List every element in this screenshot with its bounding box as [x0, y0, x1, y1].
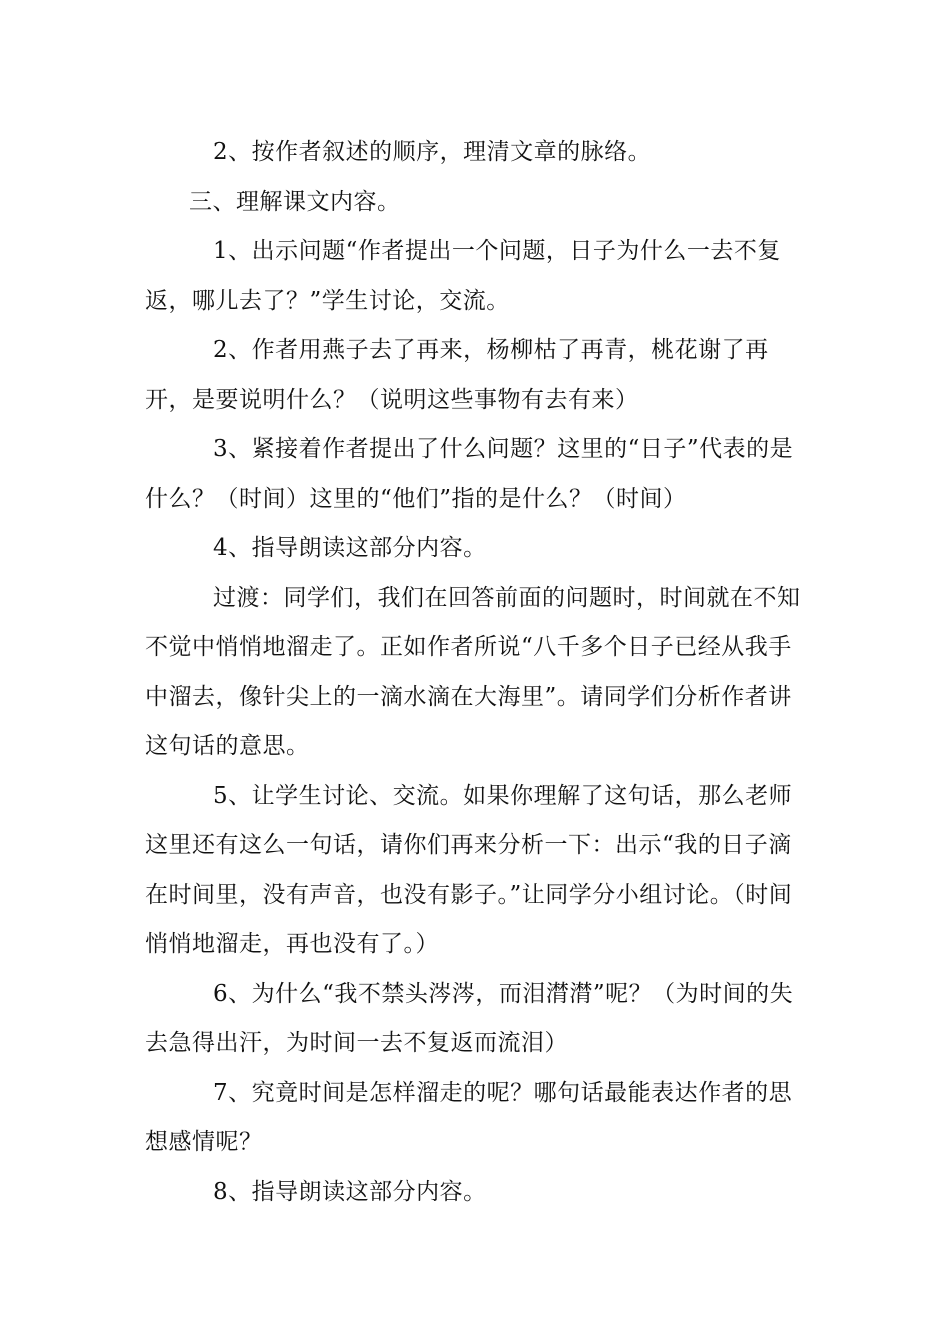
paragraph-question-6: 6、为什么“我不禁头涔涔，而泪潸潸”呢？（为时间的失去急得出汗，为时间一去不复返而流泪）	[145, 980, 794, 1056]
paragraph-question-1: 1、出示问题“作者提出一个问题，日子为什么一去不复返，哪儿去了？”学生讨论，交流。	[145, 238, 781, 314]
paragraph-reading-8: 8、指导朗读这部分内容。	[213, 1178, 487, 1205]
paragraph-reading-4: 4、指导朗读这部分内容。	[213, 535, 487, 561]
section-heading-understand-text: 三、理解课文内容。	[189, 188, 401, 215]
paragraph-question-7: 7、究竟时间是怎样溜走的呢？哪句话最能表达作者的思想感情呢？	[145, 1079, 793, 1155]
paragraph-step-2-order: 2、按作者叙述的顺序，理清文章的脉络。	[213, 139, 652, 165]
paragraph-discussion-5: 5、让学生讨论、交流。如果你理解了这句话，那么老师这里还有这么一句话，请你们再来分析一下：出示“我的日子滴在时间里，没有声音，也没有影子。”让同学分小组讨论。（时间悄悄地溜走，再也没有了。）	[145, 782, 793, 957]
paragraph-question-3: 3、紧接着作者提出了什么问题？这里的“日子”代表的是什么？（时间）这里的“他们”指的是什么？（时间）	[145, 436, 794, 512]
document-body	[145, 128, 811, 1217]
paragraph-question-2: 2、作者用燕子去了再来，杨柳枯了再青，桃花谢了再开，是要说明什么？（说明这些事物有去有来）	[145, 337, 769, 413]
paragraph-transition: 过渡：同学们，我们在回答前面的问题时，时间就在不知不觉中悄悄地溜走了。正如作者所说“八千多个日子已经从我手中溜去，像针尖上的一滴水滴在大海里”。请同学们分析作者讲这句话的意思。	[145, 584, 801, 759]
